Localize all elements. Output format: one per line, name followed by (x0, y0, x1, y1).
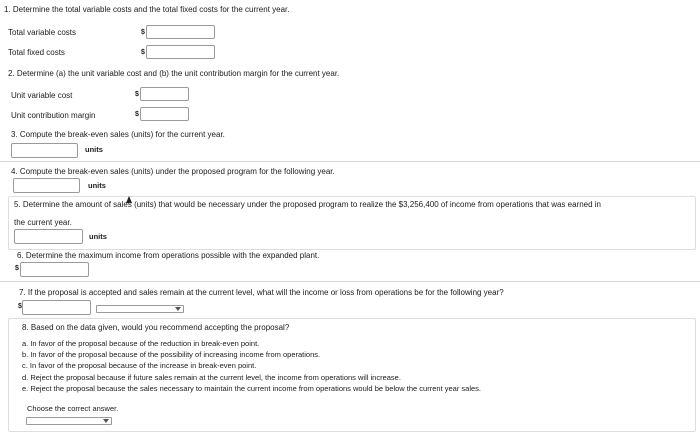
chevron-down-icon (103, 419, 109, 423)
q3-breakeven-units-input[interactable] (11, 143, 78, 158)
total-variable-costs-label: Total variable costs (8, 28, 77, 37)
unit-contribution-margin-input[interactable] (140, 107, 189, 121)
total-variable-costs-input[interactable] (146, 25, 215, 39)
q5-title-line2: the current year. (14, 218, 72, 227)
q3-title: 3. Compute the break-even sales (units) for the current year. (11, 130, 225, 139)
q7-income-loss-select[interactable] (96, 305, 184, 313)
mouse-cursor-icon (126, 196, 132, 203)
total-variable-costs-currency: $ (141, 29, 145, 36)
q8-option-c: c. In favor of the proposal because of the increase in break-even point. (22, 361, 257, 370)
unit-contribution-margin-label: Unit contribution margin (11, 111, 96, 120)
q8-option-d: d. Reject the proposal because if future sales remain at the current level, the income from operations will increase. (22, 373, 401, 382)
total-fixed-costs-input[interactable] (146, 45, 215, 59)
q8-option-b: b. In favor of the proposal because of the possibility of increasing income from operations. (22, 350, 321, 359)
unit-contribution-margin-currency: $ (135, 111, 139, 118)
q4-title: 4. Compute the break-even sales (units) under the proposed program for the following year. (11, 167, 335, 176)
section-divider (0, 161, 700, 162)
q4-units-label: units (88, 181, 106, 190)
q8-title: 8. Based on the data given, would you recommend accepting the proposal? (22, 323, 290, 332)
q8-answer-select[interactable] (26, 417, 112, 425)
q6-max-income-input[interactable] (20, 262, 89, 277)
q8-option-a: a. In favor of the proposal because of the reduction in break-even point. (22, 339, 260, 348)
section-divider (0, 281, 700, 282)
chevron-down-icon (175, 307, 181, 311)
q5-title-line1: 5. Determine the amount of sales (units) that would be necessary under the proposed program to realize the $3,256,400 of income from operations that was earned in (14, 200, 602, 209)
q6-currency: $ (15, 265, 19, 272)
q7-income-loss-input[interactable] (22, 300, 91, 315)
unit-variable-cost-label: Unit variable cost (11, 91, 73, 100)
total-fixed-costs-label: Total fixed costs (8, 48, 65, 57)
q7-currency: $ (18, 303, 22, 310)
total-fixed-costs-currency: $ (141, 49, 145, 56)
unit-variable-cost-input[interactable] (140, 87, 189, 101)
q8-choose-prompt: Choose the correct answer. (27, 404, 119, 413)
unit-variable-cost-currency: $ (135, 91, 139, 98)
q5-units-label: units (89, 232, 107, 241)
q2-title: 2. Determine (a) the unit variable cost and (b) the unit contribution margin for the current year. (8, 69, 340, 78)
q1-title: 1. Determine the total variable costs and the total fixed costs for the current year. (4, 5, 290, 14)
q7-title: 7. If the proposal is accepted and sales remain at the current level, what will the income or loss from operations be for the following year? (19, 288, 504, 297)
q6-title: 6. Determine the maximum income from operations possible with the expanded plant. (17, 251, 320, 260)
q5-required-units-input[interactable] (14, 229, 83, 244)
q4-breakeven-units-input[interactable] (13, 178, 80, 193)
q3-units-label: units (85, 145, 103, 154)
q8-option-e: e. Reject the proposal because the sales necessary to maintain the current income from operations would be below the current year sales. (22, 384, 481, 393)
